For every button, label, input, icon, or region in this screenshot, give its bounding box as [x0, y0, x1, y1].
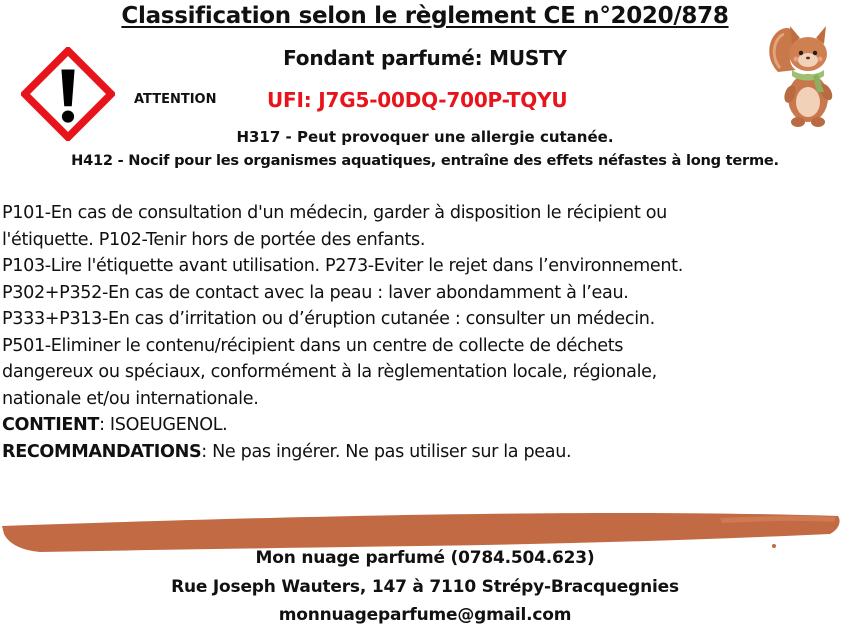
- company-name: Mon nuage parfumé (0784.504.623): [255, 548, 595, 568]
- classification-title: Classification selon le règlement CE n°2020/878: [121, 3, 729, 29]
- hazard-h412: H412 - Nocif pour les organismes aquatiques, entraîne des effets néfastes à long terme.: [71, 152, 779, 169]
- contains-value: : ISOEUGENOL.: [99, 415, 228, 435]
- recommendations-label: RECOMMANDATIONS: [2, 441, 202, 462]
- recommendations-line: [2, 439, 842, 466]
- squirrel-mascot-icon: [768, 12, 840, 140]
- contains-label: CONTIENT: [2, 415, 100, 435]
- contains-line: [2, 412, 842, 439]
- statement-line: P103-Lire l'étiquette avant utilisation. P273-Eviter le rejet dans l’environnement.: [2, 256, 683, 276]
- company-address: Rue Joseph Wauters, 147 à 7110 Strépy-Bracquegnies: [171, 577, 679, 597]
- exclamation-diamond-icon: [21, 47, 115, 141]
- ufi-code: UFI: J7G5-00DQ-700P-TQYU: [267, 88, 568, 112]
- statement-line: P333+P313-En cas d’irritation ou d’éruption cutanée : consulter un médecin.: [2, 309, 655, 329]
- statement-line: dangereux ou spéciaux, conformément à la règlementation locale, régionale,: [2, 362, 657, 382]
- statement-line: l'étiquette. P102-Tenir hors de portée des enfants.: [2, 229, 426, 250]
- statement-line: P302+P352-En cas de contact avec la peau : laver abondamment à l’eau.: [2, 282, 629, 303]
- statement-line: P101-En cas de consultation d'un médecin, garder à disposition le récipient ou: [2, 203, 667, 223]
- signal-word: ATTENTION: [134, 92, 217, 107]
- recommendations-value: : Ne pas ingérer. Ne pas utiliser sur la peau.: [201, 441, 572, 462]
- product-name: Fondant parfumé: MUSTY: [283, 46, 567, 70]
- statement-line: P501-Eliminer le contenu/récipient dans un centre de collecte de déchets: [2, 335, 624, 356]
- company-email: monnuageparfume@gmail.com: [278, 605, 572, 625]
- hazard-h317: H317 - Peut provoquer une allergie cutanée.: [236, 128, 614, 146]
- statement-line: nationale et/ou internationale.: [2, 388, 259, 409]
- precautionary-statements: [2, 200, 842, 465]
